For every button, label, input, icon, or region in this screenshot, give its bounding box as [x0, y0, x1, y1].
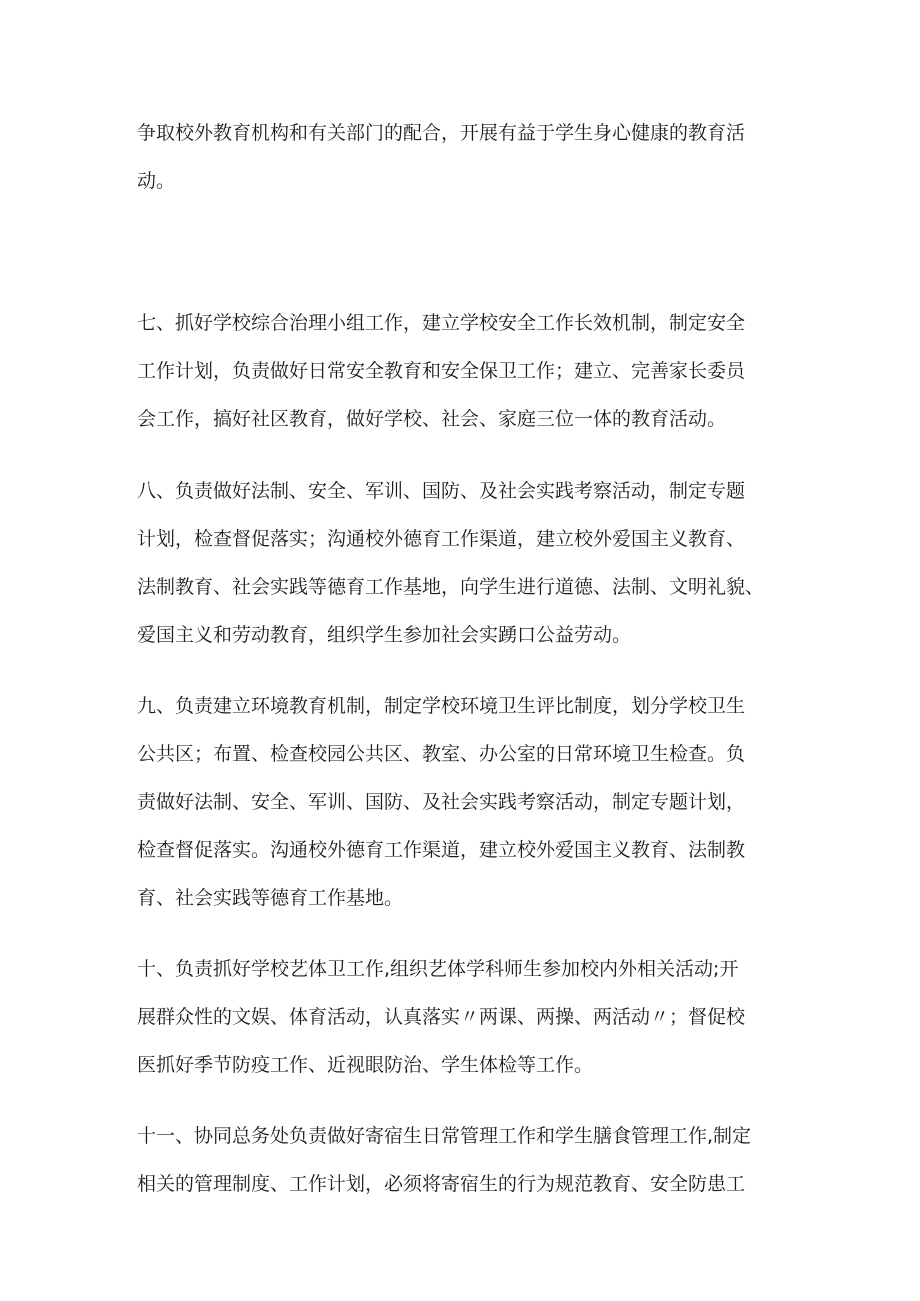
text-line: 会工作，搞好社区教育，做好学校、社会、家庭三位一体的教育活动。 — [137, 408, 727, 430]
paragraph-item-8 — [137, 467, 802, 659]
text-line: 检查督促落实。沟通校外德育工作渠道，建立校外爱国主义教育、法制教 — [137, 839, 746, 861]
text-line: 爱国主义和劳动教育，组织学生参加社会实踴口公益劳动。 — [137, 624, 632, 646]
text-line: 争取校外教育机构和有关部门的配合，开展有益于学生身心健康的教育活 — [137, 122, 746, 144]
text-line: 十、负责抓好学校艺体卫工作,组织艺体学科师生参加校内外相关活动;开 — [137, 958, 739, 980]
text-line: 九、负责建立环境教育机制，制定学校环境卫生评比制度，划分学校卫生 — [137, 695, 746, 717]
text-line: 七、抓好学校综合治理小组工作，建立学校安全工作长效机制，制定安全 — [137, 312, 746, 334]
paragraph-continuation — [137, 109, 802, 205]
text-line: 计划，检查督促落实；沟通校外德育工作渠道，建立校外爱国主义教育、 — [137, 528, 746, 550]
paragraph-item-7 — [137, 299, 802, 443]
text-line: 展群众性的文娱、体育活动，认真落实〃两课、两操、两活动〃；督促校 — [137, 1006, 746, 1028]
paragraph-item-10 — [137, 945, 802, 1089]
text-line: 医抓好季节防疫工作、近视眼防治、学生体检等工作。 — [137, 1054, 594, 1076]
text-line: 法制教育、社会实践等德育工作基地，向学生进行道德、法制、文明礼貌、 — [137, 576, 765, 598]
text-line: 八、负责做好法制、安全、军训、国防、及社会实践考察活动，制定专题 — [137, 480, 746, 502]
text-line: 责做好法制、安全、军训、国防、及社会实践考察活动，制定专题计划， — [137, 791, 746, 813]
text-line: 相关的管理制度、工作计划，必须将寄宿生的行为规范教育、安全防患工 — [137, 1173, 746, 1195]
text-line: 十一、协同总务处负责做好寄宿生日常管理工作和学生膳食管理工作,制定 — [137, 1125, 752, 1147]
text-line: 工作计划，负责做好日常安全教育和安全保卫工作；建立、完善家长委员 — [137, 360, 746, 382]
text-line: 公共区；布置、检查校园公共区、教室、办公室的日常环境卫生检查。负 — [137, 743, 746, 765]
paragraph-item-9 — [137, 682, 802, 922]
text-line: 动。 — [137, 170, 176, 192]
paragraph-item-11 — [137, 1112, 802, 1208]
text-line: 育、社会实践等德育工作基地。 — [137, 887, 404, 909]
